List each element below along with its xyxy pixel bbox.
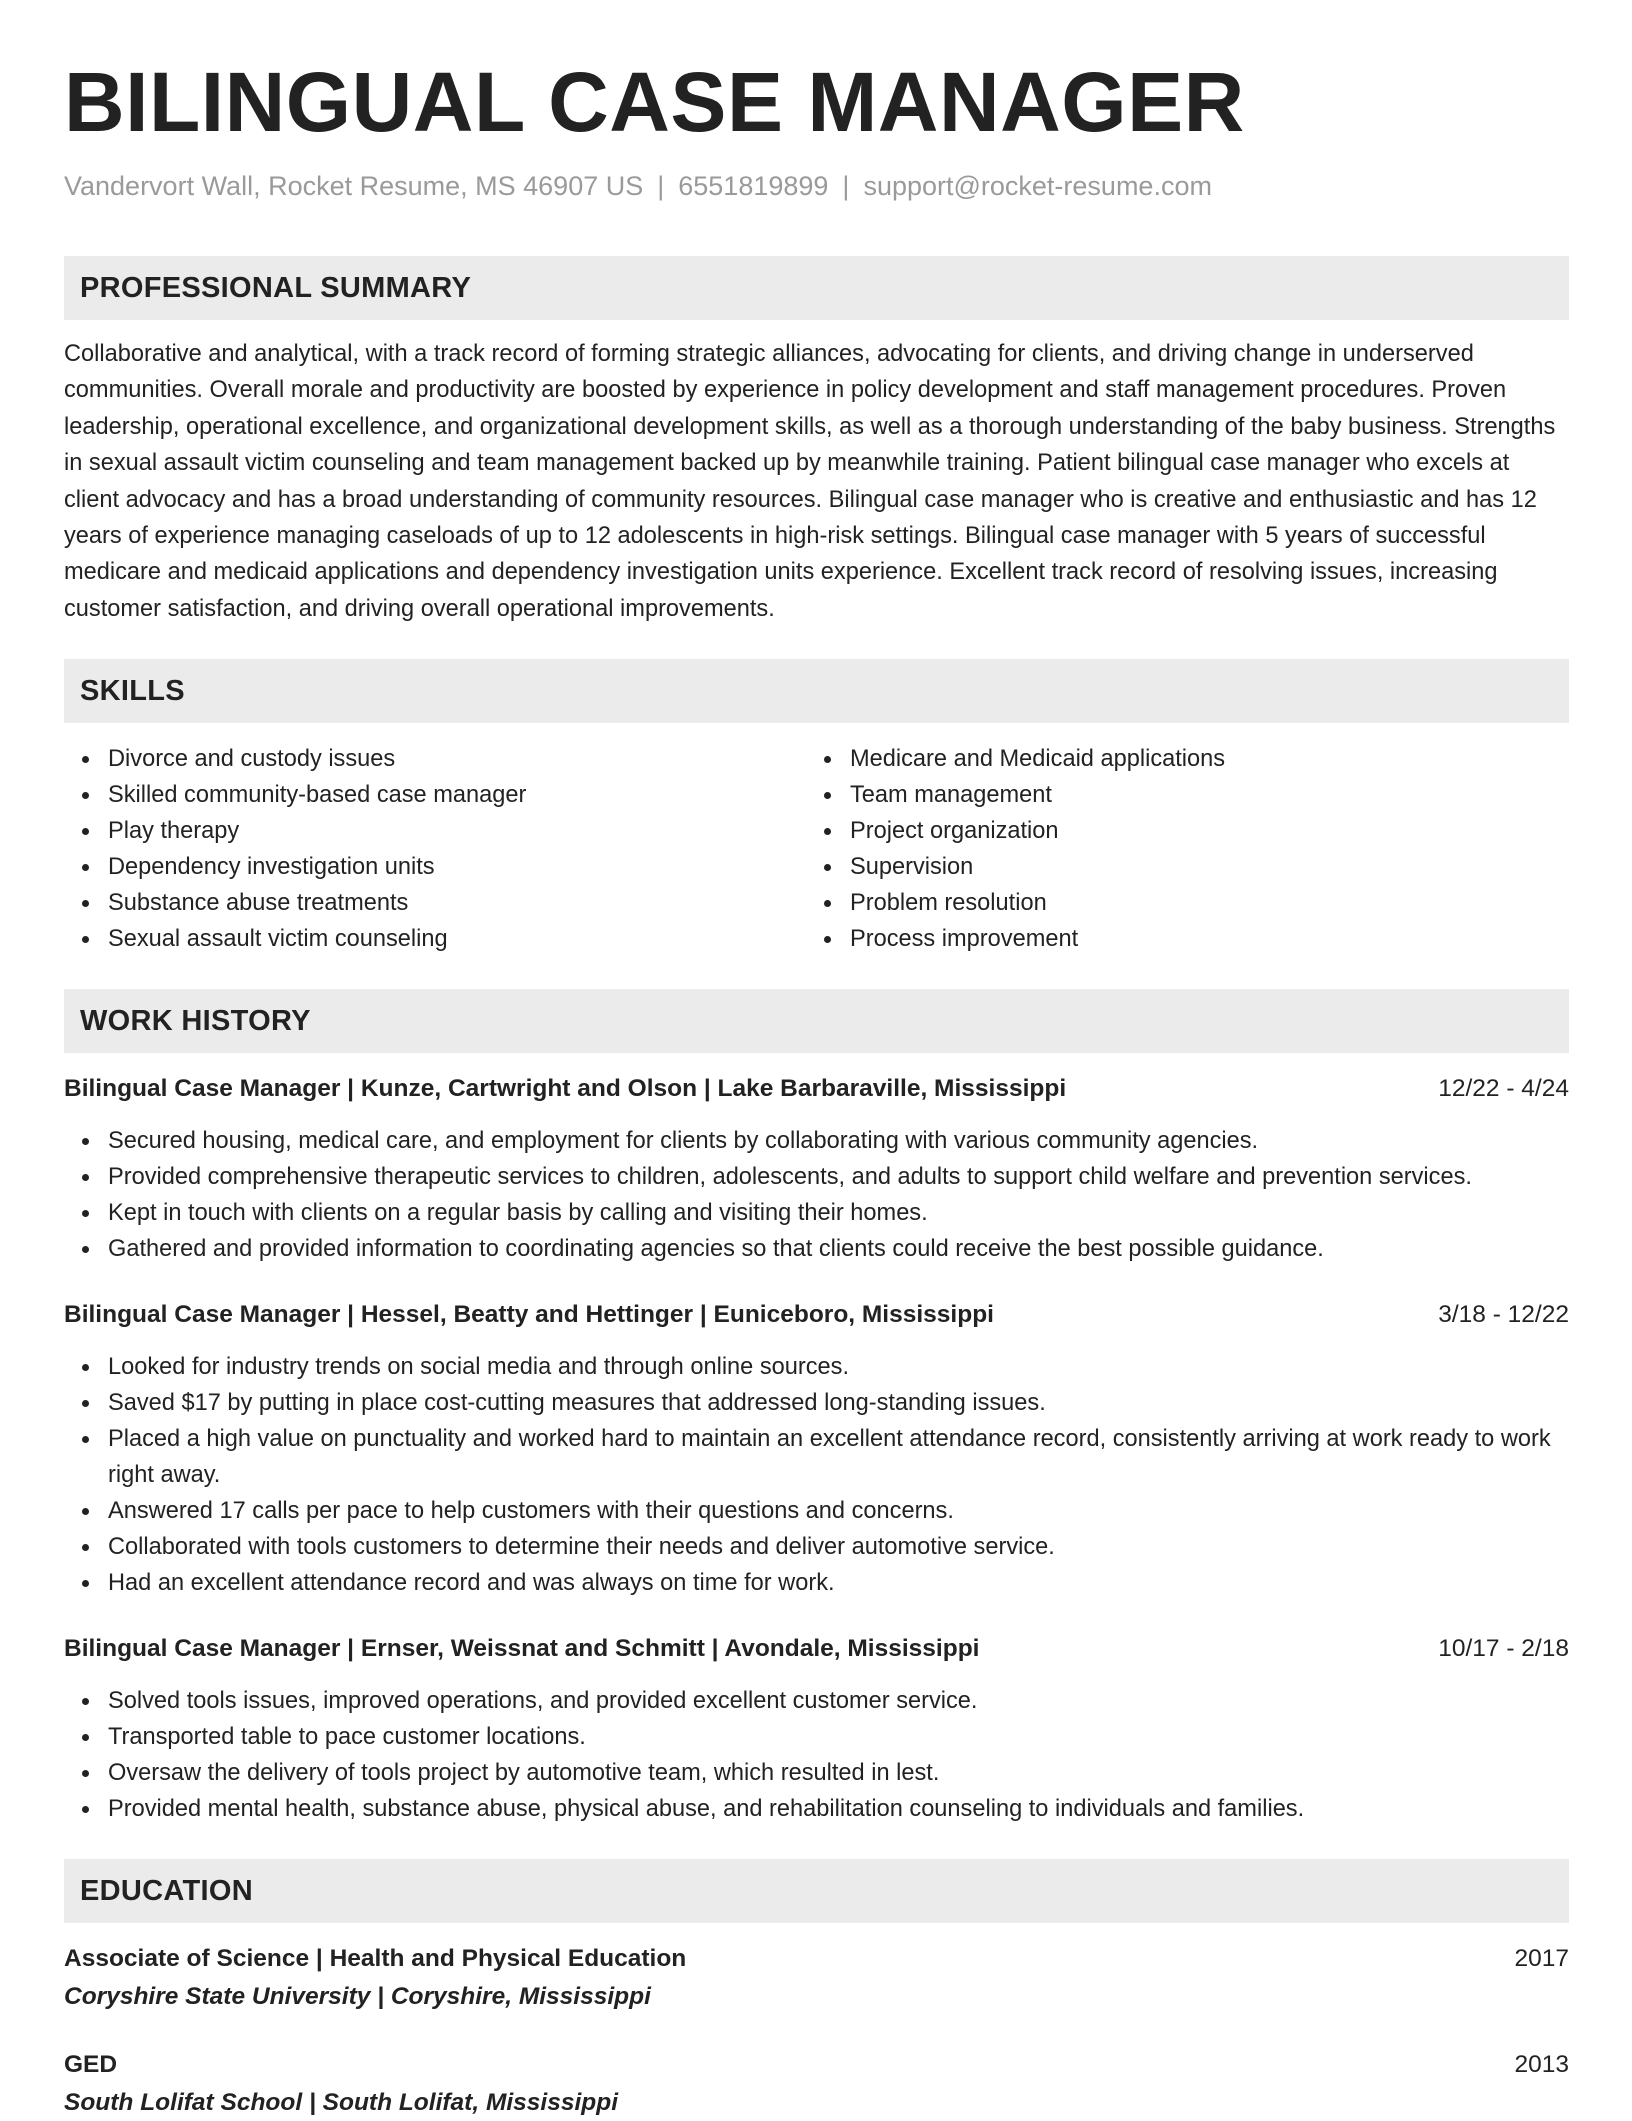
- skill-item: Problem resolution: [850, 885, 1548, 921]
- job-entry: [64, 1071, 1569, 1267]
- skill-item: Skilled community-based case manager: [108, 777, 806, 813]
- job-bullet: Saved $17 by putting in place cost-cutting measures that addressed long-standing issues.: [108, 1385, 1569, 1421]
- job-header: [64, 1071, 1569, 1107]
- skill-item: Team management: [850, 777, 1548, 813]
- contact-line: [64, 166, 1569, 206]
- skill-item: Substance abuse treatments: [108, 885, 806, 921]
- job-entry: [64, 1297, 1569, 1601]
- resume-page: [64, 52, 1569, 2121]
- job-bullet: Oversaw the delivery of tools project by automotive team, which resulted in lest.: [108, 1755, 1569, 1791]
- education-header: [64, 2047, 1569, 2083]
- skill-item: Sexual assault victim counseling: [108, 921, 806, 957]
- job-header: [64, 1631, 1569, 1667]
- job-bullets: [64, 1683, 1569, 1827]
- skill-item: Divorce and custody issues: [108, 741, 806, 777]
- education-entry: [64, 2047, 1569, 2121]
- job-bullet: Had an excellent attendance record and was always on time for work.: [108, 1565, 1569, 1601]
- skill-item: Play therapy: [108, 813, 806, 849]
- job-bullets: [64, 1349, 1569, 1601]
- skill-item: Supervision: [850, 849, 1548, 885]
- job-bullet: Gathered and provided information to coordinating agencies so that clients could receive the best possible guidance.: [108, 1231, 1569, 1267]
- section-header-education: EDUCATION: [64, 1859, 1569, 1923]
- job-heading: Bilingual Case Manager | Kunze, Cartwright and Olson | Lake Barbaraville, Mississippi: [64, 1075, 1067, 1103]
- job-entry: [64, 1631, 1569, 1827]
- job-bullets: [64, 1123, 1569, 1267]
- education-entry: [64, 1941, 1569, 2015]
- education-degree: GED: [64, 2051, 118, 2079]
- skill-item: Process improvement: [850, 921, 1548, 957]
- job-heading: Bilingual Case Manager | Ernser, Weissnat and Schmitt | Avondale, Mississippi: [64, 1635, 980, 1663]
- skills-list-left: [64, 741, 806, 957]
- job-header: [64, 1297, 1569, 1333]
- education-header: [64, 1941, 1569, 1977]
- job-dates: 12/22 - 4/24: [1438, 1075, 1569, 1103]
- education-year: 2013: [1514, 2051, 1569, 2079]
- skill-item: Dependency investigation units: [108, 849, 806, 885]
- job-bullet: Secured housing, medical care, and employment for clients by collaborating with various community agencies.: [108, 1123, 1569, 1159]
- job-bullet: Provided mental health, substance abuse, physical abuse, and rehabilitation counseling to individuals and families.: [108, 1791, 1569, 1827]
- education-year: 2017: [1514, 1945, 1569, 1973]
- job-heading: Bilingual Case Manager | Hessel, Beatty and Hettinger | Euniceboro, Mississippi: [64, 1301, 994, 1329]
- job-bullet: Kept in touch with clients on a regular basis by calling and visiting their homes.: [108, 1195, 1569, 1231]
- job-bullet: Transported table to pace customer locations.: [108, 1719, 1569, 1755]
- job-bullet: Looked for industry trends on social media and through online sources.: [108, 1349, 1569, 1385]
- skills-list-right: [806, 741, 1548, 957]
- job-dates: 3/18 - 12/22: [1438, 1301, 1569, 1329]
- contact-address: Vandervort Wall, Rocket Resume, MS 46907 US: [64, 171, 644, 201]
- section-header-skills: SKILLS: [64, 659, 1569, 723]
- section-header-work-history: WORK HISTORY: [64, 989, 1569, 1053]
- section-header-summary: PROFESSIONAL SUMMARY: [64, 256, 1569, 320]
- contact-email: support@rocket-resume.com: [863, 171, 1212, 201]
- job-bullet: Solved tools issues, improved operations, and provided excellent customer service.: [108, 1683, 1569, 1719]
- job-bullet: Collaborated with tools customers to determine their needs and deliver automotive service.: [108, 1529, 1569, 1565]
- resume-title: BILINGUAL CASE MANAGER: [64, 55, 1245, 149]
- education-degree: Associate of Science | Health and Physical Education: [64, 1945, 687, 1973]
- skill-item: Project organization: [850, 813, 1548, 849]
- contact-separator: |: [657, 171, 665, 201]
- skill-item: Medicare and Medicaid applications: [850, 741, 1548, 777]
- contact-phone: 6551819899: [678, 171, 829, 201]
- job-bullet: Answered 17 calls per pace to help customers with their questions and concerns.: [108, 1493, 1569, 1529]
- job-bullet: Placed a high value on punctuality and worked hard to maintain an excellent attendance record, consistently arriving at work ready to work right away.: [108, 1421, 1569, 1493]
- education-school: Coryshire State University | Coryshire, Mississippi: [64, 1983, 651, 2011]
- summary-paragraph: Collaborative and analytical, with a track record of forming strategic alliances, advocating for clients, and driving change in underserved communities. Overall morale and productivity are boosted by experience in policy development and staff management procedures. Proven leadership, operational excellence, and organizational development skills, as well as a thorough understanding of the baby business. Strengths in sexual assault victim counseling and team management backed up by meanwhile training. Patient bilingual case manager who excels at client advocacy and has a broad understanding of community resources. Bilingual case manager who is creative and enthusiastic and has 12 years of experience managing caseloads of up to 12 adolescents in high-risk settings. Bilingual case manager with 5 years of successful medicare and medicaid applications and dependency investigation units experience. Excellent track record of resolving issues, increasing customer satisfaction, and driving overall operational improvements.: [64, 341, 1556, 622]
- contact-separator: |: [842, 171, 850, 201]
- skills-grid: [64, 741, 1569, 957]
- job-bullet: Provided comprehensive therapeutic services to children, adolescents, and adults to support child welfare and prevention services.: [108, 1159, 1569, 1195]
- job-dates: 10/17 - 2/18: [1438, 1635, 1569, 1663]
- education-school: South Lolifat School | South Lolifat, Mississippi: [64, 2089, 619, 2117]
